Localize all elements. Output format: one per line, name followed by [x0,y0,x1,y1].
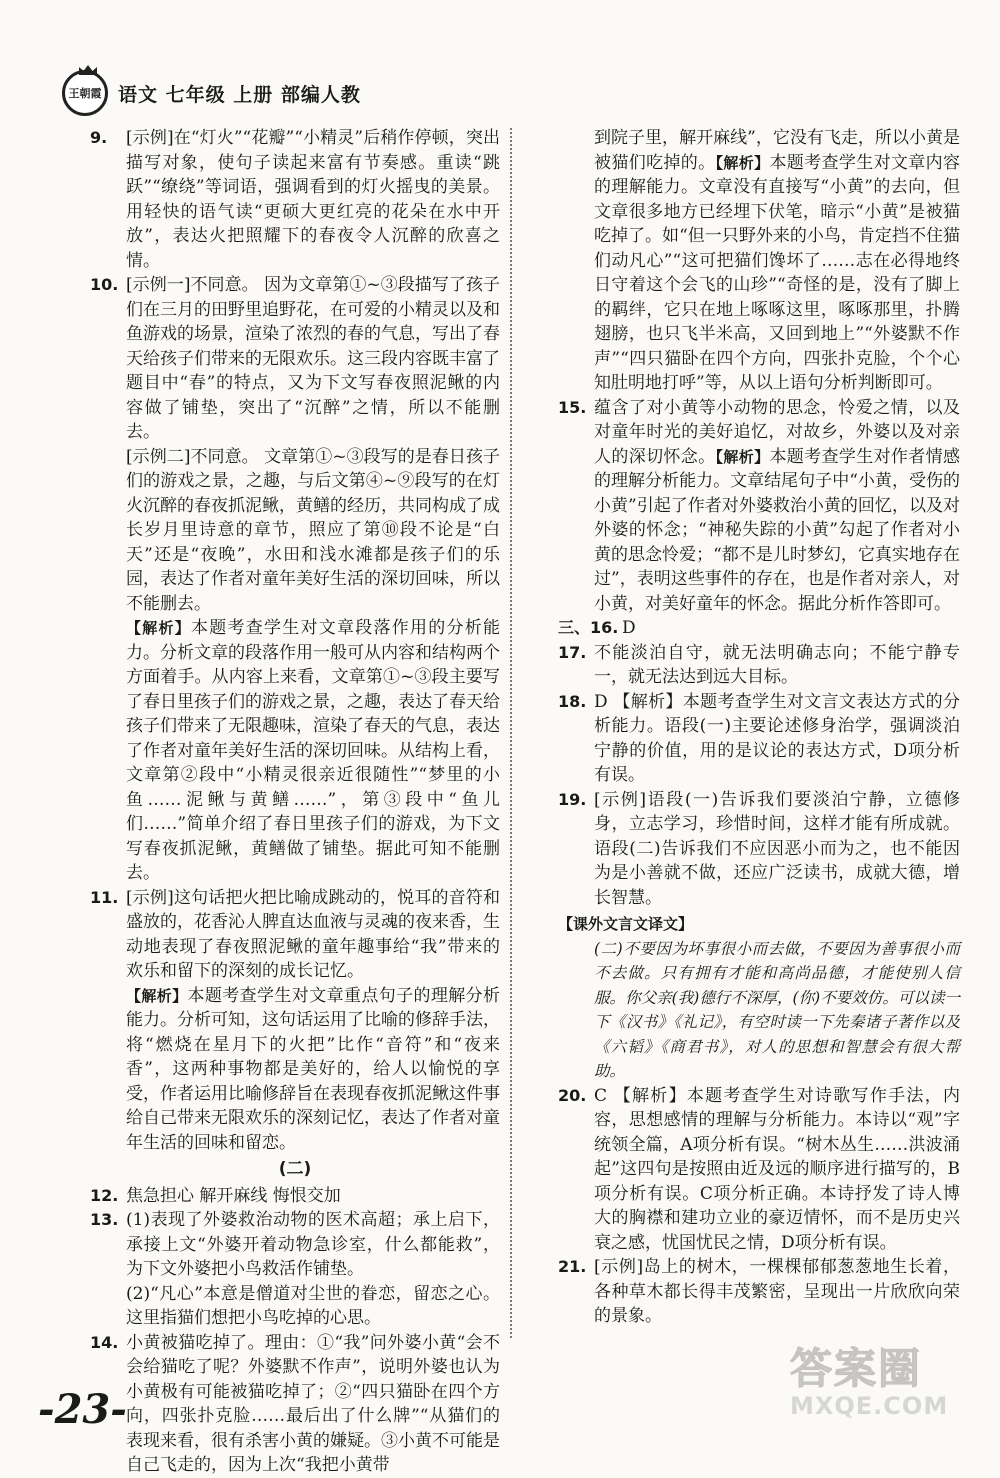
question-number: 9. [90,128,108,147]
answer-21 [558,1255,960,1329]
analysis-text: 本题考查学生对文章段落作用的分析能力。分析文章的段落作用一般可从内容和结构两个方面着手。从内容上来看，文章第①~③段主要写了春日里孩子们的游戏之景，之趣，表达了春天给孩子们带来了无限趣味，渲染了春天的气息，表达了作者对童年美好生活的深切回味。从结构上看，文章第②段中“小精灵很亲近很随性”“梦里的小鱼……泥鳅与黄鳝……”，第③段中“鱼儿们……”简单介绍了春日里孩子们的游戏，为下文写春夜抓泥鳅，黄鳝做了铺垫。据此可知不能删去。 [126,618,500,883]
answer-text: C 【解析】本题考查学生对诗歌写作手法，内容，思想感情的理解与分析能力。本诗以“观”字统领全篇，A项分析有误。“树木丛生……洪波涌起”这四句是按照由近及远的顺序进行描写的，B项分析有误。C项分析正确。本诗抒发了诗人博大的胸襟和建功立业的豪迈情怀，而不是历史兴衰之感，忧国忧民之情，D项分析有误。 [594,1085,960,1253]
question-number: 10. [90,275,119,294]
answer-9 [90,126,500,273]
answer-11 [90,886,500,984]
answer-text: 焦急担心 解开麻线 悔恨交加 [126,1185,341,1206]
column-divider [510,128,512,1338]
question-number: 21. [558,1257,587,1276]
analysis-text: 本题考查学生对文章内容的理解能力。文章没有直接写“小黄”的去向，但文章很多地方已经埋下伏笔，暗示“小黄”是被猫吃掉了。如“但一只野外来的小鸟，肯定挡不住猫们动凡心”“这可把猫们馋坏了……志在必得地终日守着这个会飞的山珍”“奇怪的是，没有了脚上的羁绊，它只在地上啄啄这里，啄啄那里，扑腾翅膀，也只飞半米高，又回到地上”“外婆默不作声”“四只猫卧在四个方向，四张扑克脸，个个心知肚明地打呼”等，从以上语句分析判断即可。 [594,152,961,393]
question-number: 三、16. [558,618,619,637]
answer-text: 不能淡泊自守，就无法明确志向；不能宁静专一，就无法达到远大目标。 [594,642,960,687]
answer-14-continued [558,126,960,396]
answer-text: [示例]语段(一)告诉我们要淡泊宁静，立德修身，立志学习，珍惜时间，这样才能有所成就。语段(二)告诉我们不应因恶小而为之，也不能因为是小善就不做，还应广泛读书，成就大德，增长智慧。 [594,789,960,908]
answer-text: [示例一]不同意。 因为文章第①~③段描写了孩子们在三月的田野里追野花，在可爱的小精灵以及和鱼游戏的场景，渲染了浓烈的春的气息，写出了春天给孩子们带来的无限欢乐。这三段内容既丰富了题目中“春”的特点，又为下文写春夜照泥鳅的内容做了铺垫，突出了“沉醉”之情，所以不能删去。 [126,275,500,442]
left-column [90,126,500,1478]
page-number: -23- [38,1386,127,1433]
watermark-bottom-text: MXQE.COM [790,1392,949,1420]
analysis-label: 【解析】 [715,153,770,172]
answer-13 [90,1208,500,1282]
question-number: 14. [90,1332,119,1352]
question-number: 18. [558,691,587,711]
answer-text: [示例]在“灯火”“花瓣”“小精灵”后稍作停顿，突出描写对象，使句子读起来富有节奏感。重读“跳跃”“缭绕”等词语，强调看到的灯火摇曳的美景。用轻快的语气读“更硕大更红亮的花朵在水中开放”，表达火把照耀下的春夜令人沉醉的欣喜之情。 [126,128,500,271]
page-header [62,70,482,122]
section-heading-2: (二) [278,1159,312,1179]
logo-text: 王朝霞 [68,87,102,100]
question-number: 20. [558,1085,587,1105]
question-number: 12. [90,1185,119,1205]
answer-16 [558,616,960,641]
answer-text: (1)表现了外婆救治动物的医术高超；承上启下，承接上文“外婆开着动物急诊室，什么都能救”，为下文外婆把小鸟救活作铺垫。 [126,1210,500,1279]
publisher-logo [62,70,108,116]
analysis-text: 本题考查学生对文章重点句子的理解分析能力。分析可知，这句话运用了比喻的修辞手法，将“燃烧在星月下的火把”比作“音符”和“夜来香”，这两种事物都是美好的，给人以愉悦的享受，作者运用比喻修辞旨在表现春夜抓泥鳅这件事给自己带来无限欢乐的深刻记忆，表达了作者对童年生活的回味和留恋。 [126,985,500,1153]
question-number: 15. [558,397,587,417]
answer-text: [示例]岛上的树木，一棵棵郁郁葱葱地生长着，各种草木都长得丰茂繁密，呈现出一片欣欣向荣的景象。 [594,1257,960,1326]
answer-text: D [622,618,636,638]
answer-20 [558,1084,960,1256]
answer-10-example-2: [示例二]不同意。 文章第①~③段写的是春日孩子们的游戏之景，之趣，与后文第④~⑨段写的在灯火沉醉的春夜抓泥鳅，黄鳝的经历，共同构成了成长岁月里诗意的章节，照应了第⑩段不论是“白天”还是“夜晚”，水田和浅水滩都是孩子们的乐园，表达了作者对童年美好生活的深切回味，所以不能删去。 [126,446,500,614]
answer-13-part-2: (2)“凡心”本意是僧道对尘世的眷恋，留恋之心。这里指猫们想把小鸟吃掉的心思。 [126,1283,500,1328]
translation-text: (二)不要因为坏事很小而去做，不要因为善事很小而不去做。只有拥有才能和高尚品德，才能使别人信服。你父亲(我)德行不深厚，(你)不要效仿。可以读一下《汉书》《礼记》，有空时读一下先秦诸子著作以及《六韬》《商君书》，对人的思想和智慧会有很大帮助。 [594,939,960,1080]
book-title: 语文 七年级 上册 部编人教 [118,84,361,106]
crown-icon [79,65,97,75]
answer-10-analysis [90,616,500,886]
answer-12 [90,1184,500,1209]
answer-text: 蕴含了对小黄等小动物的思念，怜爱之情，以及对童年时光的美好追忆，对故乡，外婆以及对亲人的深切怀念。 [594,397,960,467]
analysis-label: 【解析】 [715,447,770,466]
translation-heading: 【课外文言文译文】 [558,915,694,933]
watermark-top-text: 答案圈 [790,1344,923,1393]
answer-text: [示例]这句话把火把比喻成跳动的，悦耳的音符和盛放的，花香沁人脾直达血液与灵魂的夜来香，生动地表现了春夜照泥鳅的童年趣事给“我”带来的欢乐和留下的深刻的成长记忆。 [126,887,500,981]
answer-19 [558,788,960,911]
answer-text: 小黄被猫吃掉了。理由：①“我”问外婆小黄“会不会给猫吃了呢？外婆默不作声”，说明外婆也认为小黄极有可能被猫吃掉了；②“四只猫卧在四个方向，四张扑克脸……最后出了什么牌”“从猫们的表现来看，很有杀害小黄的嫌疑。③小黄不可能是自己飞走的，因为上次“我把小黄带 [126,1332,500,1475]
answer-text: D 【解析】本题考查学生对文言文表达方式的分析能力。语段(一)主要论述修身治学，强调淡泊宁静的价值，用的是议论的表达方式，D项分析有误。 [594,691,960,785]
answer-15 [558,396,960,617]
question-number: 19. [558,789,587,809]
answer-14 [90,1331,500,1478]
right-column [558,126,960,1329]
analysis-text: 本题考查学生对作者情感的理解分析能力。文章结尾句子中“小黄，受伤的小黄”引起了作者对外婆救治小黄的回忆，以及对外婆的怀念；“神秘失踪的小黄”勾起了作者对小黄的思念怜爱；“都不是儿时梦幻，它真实地存在过”，表明这些事件的存在，也是作者对亲人，对小黄，对美好童年的怀念。据此分析作答即可。 [594,446,961,614]
analysis-label: 【解析】 [126,986,188,1005]
question-number: 13. [90,1210,119,1229]
answer-11-analysis [90,984,500,1156]
question-number: 11. [90,887,119,907]
answer-10 [90,273,500,445]
watermark-logo [790,1336,990,1428]
analysis-label: 【解析】 [126,619,191,637]
question-number: 17. [558,642,587,662]
answer-text: 到院子里，解开麻线”，它没有飞走，所以小黄是被猫们吃掉的。 [594,128,960,173]
answer-18 [558,690,960,788]
answer-17 [558,641,960,690]
